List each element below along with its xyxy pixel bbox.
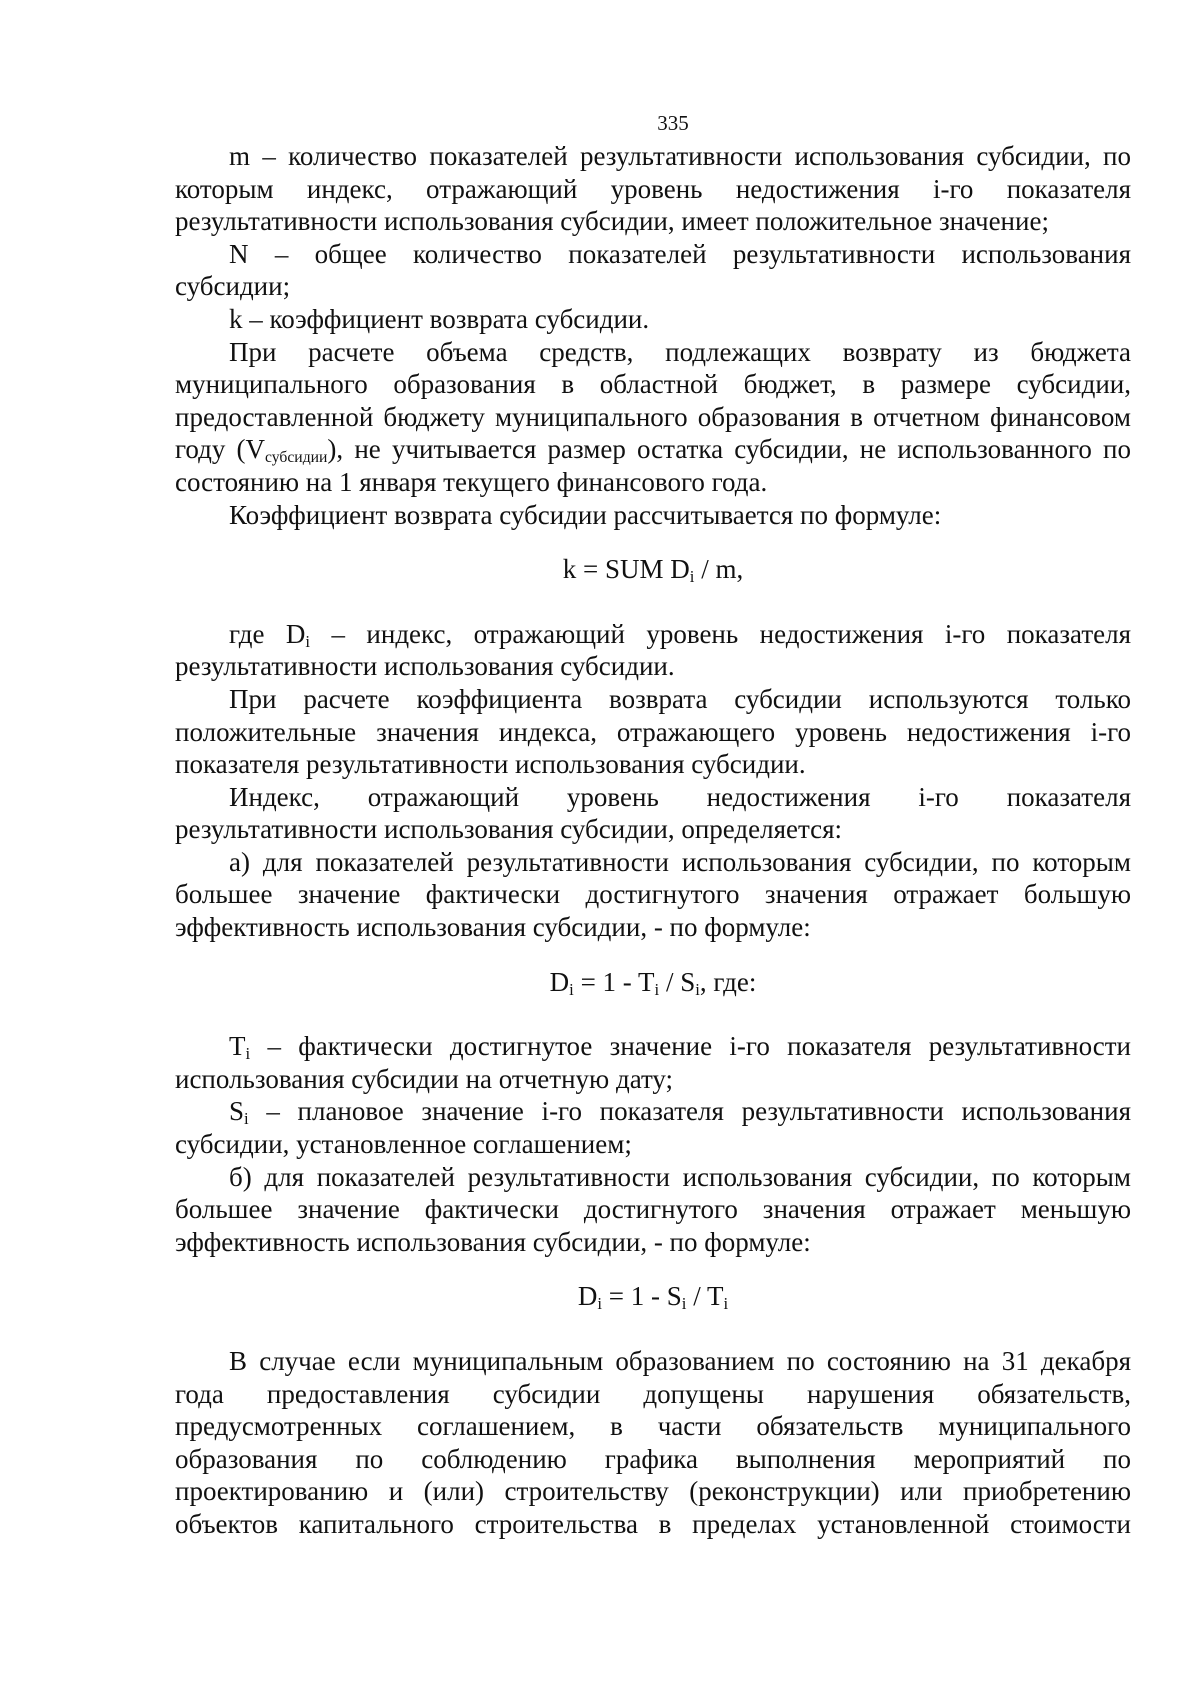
subscript: i: [689, 567, 695, 587]
formula-text: D: [549, 966, 570, 997]
formula-di-b: [175, 1280, 1131, 1313]
text-fragment: ), не учитывается размер остатка субсидии, не использованного по состоянию на 1 января текущего финансового года.: [175, 434, 1131, 497]
subscript: i: [654, 979, 660, 999]
page-number: 335: [657, 111, 689, 135]
subscript: i: [305, 631, 311, 651]
paragraph-k-definition: k – коэффициент возврата субсидии.: [229, 303, 650, 334]
document-page: [175, 110, 1131, 1541]
text-fragment: – плановое значение i-го показателя результативности использования субсидии, установленное соглашением;: [175, 1096, 1131, 1160]
formula-text: D: [577, 1281, 598, 1312]
formula-text: / S: [659, 966, 696, 997]
paragraph-case-b: б) для показателей результативности использования субсидии, по которым большее значение фактически достигнутого значения отражает меньшую эффективность использования субсидии, - по формуле:: [175, 1161, 1131, 1257]
subscript: i: [244, 1109, 249, 1129]
formula-text: k = SUM D: [562, 554, 690, 585]
formula-text: / T: [686, 1281, 724, 1312]
paragraph-n-definition: N – общее количество показателей результативности использования субсидии;: [175, 238, 1131, 302]
subscript: i: [597, 1294, 603, 1314]
subscript: i: [681, 1294, 687, 1314]
subscript: i: [569, 979, 574, 999]
text-fragment: – индекс, отражающий уровень недостижения i-го показателя результативности использования субсидии.: [175, 618, 1131, 682]
formula-text: = 1 - S: [602, 1281, 682, 1312]
paragraph-di-definition: [175, 618, 1131, 683]
formula-k: [175, 553, 1131, 586]
paragraph-violation-case: В случае если муниципальным образованием по состоянию на 31 декабря года предоставления субсидии допущены нарушения обязательств, предусмотренных соглашением, в части обязательств муниципального образования по соблюдению графика выполнения мероприятий по проектированию и (или) строительству (реконструкции) или приобретению объектов капитального строительства в пределах установленной стоимости: [175, 1346, 1131, 1539]
subscript: субсидии: [265, 449, 328, 467]
text-fragment: где D: [229, 618, 306, 649]
formula-text: , где:: [699, 966, 757, 997]
text-fragment: При расчете объема средств, подлежащих возврату из бюджета муниципального образования в областной бюджет, в размере субсидии, предоставленной бюджету муниципального образования в отчетном финансовом году (V: [175, 336, 1131, 465]
text-fragment: S: [229, 1096, 245, 1127]
subscript: i: [723, 1294, 729, 1314]
paragraph-si-definition: [175, 1095, 1131, 1160]
subscript: i: [695, 979, 700, 999]
paragraph-return-volume-note: [175, 336, 1131, 499]
paragraph-case-a: а) для показателей результативности использования субсидии, по которым большее значение фактически достигнутого значения отражает большую эффективность использования субсидии, - по формуле:: [175, 846, 1131, 943]
paragraph-positive-values: При расчете коэффициента возврата субсидии используются только положительные значения индекса, отражающего уровень недостижения i-го показателя результативности использования субсидии.: [175, 683, 1131, 780]
paragraph-m-definition: m – количество показателей результативности использования субсидии, по которым индекс, отражающий уровень недостижения i-го показателя результативности использования субсидии, имеет положительное значение;: [175, 141, 1131, 237]
subscript: i: [245, 1044, 251, 1064]
formula-text: / m,: [694, 554, 744, 585]
text-fragment: – фактически достигнутое значение i-го показателя результативности использования субсидии на отчетную дату;: [175, 1031, 1131, 1094]
formula-di-a: [175, 966, 1131, 999]
paragraph-coefficient-intro: Коэффициент возврата субсидии рассчитывается по формуле:: [229, 499, 942, 530]
paragraph-index-determined: Индекс, отражающий уровень недостижения i-го показателя результативности использования субсидии, определяется:: [175, 781, 1131, 845]
formula-text: = 1 - T: [573, 966, 655, 997]
text-fragment: T: [229, 1031, 246, 1062]
paragraph-ti-definition: [175, 1030, 1131, 1095]
